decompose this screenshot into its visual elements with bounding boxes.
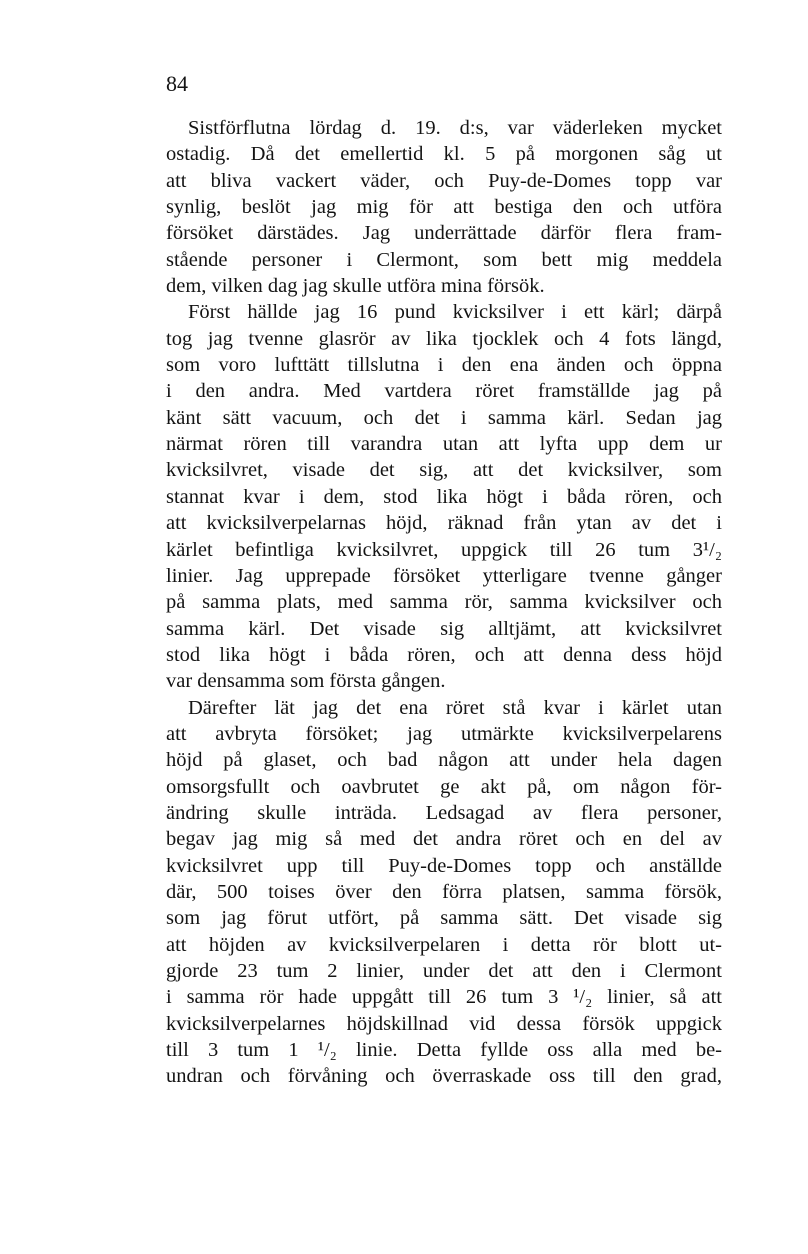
- text-line: Därefter lät jag det ena röret stå kvar i kärlet utan: [188, 696, 722, 719]
- text-line: att bliva vackert väder, och Puy-de-Domes topp var: [166, 169, 722, 192]
- text-line: känt sätt vacuum, och det i samma kärl. Sedan jag: [166, 406, 722, 429]
- text-line: undran och förvåning och överraskade oss till den grad,: [166, 1065, 722, 1088]
- text-line: synlig, beslöt jag mig för att bestiga den och utföra: [166, 196, 722, 219]
- text-line: som jag förut utfört, på samma sätt. Det visade sig: [166, 907, 722, 930]
- text-line: i samma rör hade uppgått till 26 tum 3 ¹/₂ linier, så att: [166, 986, 722, 1009]
- text-line: samma kärl. Det visade sig alltjämt, att kvicksilvret: [166, 617, 722, 640]
- text-line: tog jag tvenne glasrör av lika tjocklek och 4 fots längd,: [166, 327, 722, 350]
- text-line: ostadig. Då det emellertid kl. 5 på morgonen såg ut: [166, 143, 722, 166]
- text-line: i den andra. Med vartdera röret framställde jag på: [166, 380, 722, 403]
- text-line: som voro lufttätt tillslutna i den ena änden och öppna: [166, 354, 722, 377]
- text-line: dem, vilken dag jag skulle utföra mina försök.: [166, 275, 545, 298]
- text-line: kvicksilvret upp till Puy-de-Domes topp och anställde: [166, 854, 722, 877]
- text-line: kvicksilverpelarnes höjdskillnad vid dessa försök uppgick: [166, 1012, 722, 1035]
- text-line: närmat rören till varandra utan att lyfta upp dem ur: [166, 433, 722, 456]
- text-line: gjorde 23 tum 2 linier, under det att den i Clermont: [166, 960, 722, 982]
- page-number: 84: [166, 71, 188, 96]
- text-line: ändring skulle inträda. Ledsagad av flera personer,: [166, 801, 722, 824]
- text-line: på samma plats, med samma rör, samma kvicksilver och: [166, 591, 722, 614]
- text-line: att kvicksilverpelarnas höjd, räknad från ytan av det i: [166, 512, 722, 535]
- text-line: stod lika högt i båda rören, och att denna dess höjd: [166, 643, 722, 666]
- text-line: till 3 tum 1 ¹/₂ linie. Detta fyllde oss alla med be-: [166, 1039, 722, 1062]
- text-line: försöket därstädes. Jag underrättade därför flera fram-: [166, 222, 722, 245]
- text-line: Sistförflutna lördag d. 19. d:s, var väderleken mycket: [188, 117, 722, 139]
- text-line: stannat kvar i dem, stod lika högt i båda rören, och: [166, 485, 722, 508]
- text-line: höjd på glaset, och bad någon att under hela dagen: [166, 749, 722, 772]
- text-line: omsorgsfullt och oavbrutet ge akt på, om någon för-: [166, 775, 722, 798]
- text-line: stående personer i Clermont, som bett mig meddela: [166, 248, 722, 271]
- text-line: där, 500 toises över den förra platsen, samma försök,: [166, 880, 722, 903]
- text-line: kvicksilvret, visade det sig, att det kvicksilver, som: [166, 459, 722, 482]
- text-line: att avbryta försöket; jag utmärkte kvicksilverpelarens: [166, 722, 722, 745]
- text-line: linier. Jag upprepade försöket ytterligare tvenne gånger: [166, 564, 722, 587]
- body-text: [166, 115, 722, 1090]
- text-line: att höjden av kvicksilverpelaren i detta rör blott ut-: [166, 933, 722, 956]
- text-line: var densamma som första gången.: [166, 670, 446, 693]
- text-line: kärlet befintliga kvicksilvret, uppgick till 26 tum 3¹/₂: [166, 538, 722, 561]
- text-line: Först hällde jag 16 pund kvicksilver i ett kärl; därpå: [188, 301, 722, 324]
- text-line: begav jag mig så med det andra röret och en del av: [166, 828, 722, 851]
